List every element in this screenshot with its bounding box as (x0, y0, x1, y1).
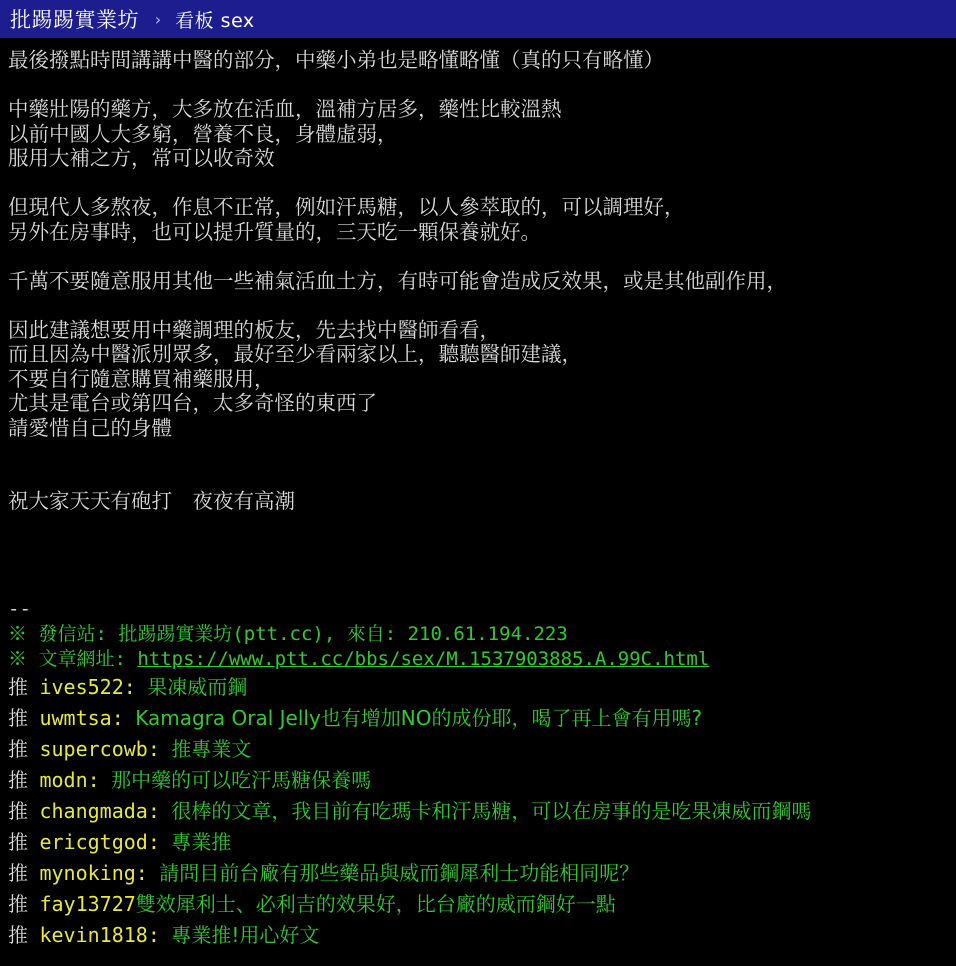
comment-message: 推專業文 (171, 737, 252, 761)
comment-message: 專業推!用心好文 (171, 923, 320, 947)
breadcrumb-separator-icon: › (153, 9, 164, 29)
comment-row[interactable] (8, 889, 948, 920)
comment-username[interactable]: modn (39, 768, 88, 792)
comment-username[interactable]: mynoking (39, 861, 136, 885)
article-url-link[interactable]: https://www.ptt.cc/bbs/sex/M.1537903885.A.99C.html (137, 648, 710, 670)
comment-row[interactable] (8, 858, 948, 889)
article-line: 最後撥點時間講講中醫的部分，中藥小弟也是略懂略懂（真的只有略懂） (8, 48, 664, 72)
comment-message: 果凍威而鋼 (147, 675, 248, 699)
comment-tag: 推 (8, 768, 28, 792)
comment-row[interactable] (8, 827, 948, 858)
comment-username[interactable]: kevin1818 (39, 923, 148, 947)
article-line: 千萬不要隨意服用其他一些補氣活血土方，有時可能會造成反效果，或是其他副作用， (8, 268, 787, 293)
article-line: 但現代人多熬夜，作息不正常，例如汗馬糖，以人參萃取的，可以調理好， (8, 195, 685, 219)
spacer (8, 465, 948, 490)
comment-row[interactable] (8, 920, 948, 951)
article-line: 服用大補之方，常可以收奇效 (8, 146, 275, 170)
spacer (8, 587, 948, 597)
comment-tag: 推 (8, 675, 28, 699)
comment-colon: : (147, 830, 160, 854)
comment-username[interactable]: ives522 (39, 675, 124, 699)
article-line: 祝大家天天有砲打 夜夜有高潮 (8, 489, 295, 513)
comment-row[interactable] (8, 672, 948, 703)
spacer (8, 293, 948, 318)
article-line: 而且因為中醫派別眾多，最好至少看兩家以上，聽聽醫師建議， (8, 342, 582, 366)
comment-message: 專業推 (171, 830, 232, 854)
article-line: 不要自行隨意購買補藥服用， (8, 366, 275, 391)
comment-tag: 推 (8, 923, 28, 947)
spacer (8, 563, 948, 588)
spacer (8, 440, 948, 465)
signature-from-label: 發信站: (27, 623, 119, 645)
article-line: 以前中國人大多窮，營養不良，身體虛弱， (8, 121, 398, 146)
comment-colon: : (147, 923, 160, 947)
comment-colon: : (147, 799, 160, 823)
article-line: 中藥壯陽的藥方，大多放在活血，溫補方居多，藥性比較溫熱 (8, 97, 562, 121)
comment-row[interactable] (8, 765, 948, 796)
comment-colon: : (111, 706, 124, 730)
terminal-body (0, 38, 956, 951)
breadcrumb: 看板 sex (175, 9, 255, 32)
signature-marker-icon: ※ (8, 648, 28, 670)
article-line: 尤其是電台或第四台，太多奇怪的東西了 (8, 391, 377, 415)
article-line: 另外在房事時，也可以提升質量的，三天吃一顆保養就好。 (8, 219, 541, 244)
signature-url-line (8, 647, 948, 672)
signature-marker-icon: ※ (8, 623, 28, 645)
signature-url-label: 文章網址: (27, 648, 138, 670)
article-line: 因此建議想要用中藥調理的板友，先去找中醫師看看， (8, 317, 500, 342)
comment-tag: 推 (8, 706, 28, 730)
comment-colon: : (87, 768, 100, 792)
comment-tag: 推 (8, 861, 28, 885)
comment-row[interactable] (8, 734, 948, 765)
comment-colon: : (147, 737, 160, 761)
titlebar (0, 0, 956, 38)
signature-from-line (8, 622, 948, 647)
comment-username[interactable]: uwmtsa (39, 706, 112, 730)
comment-message: 雙效犀利士、必利吉的效果好，比台廠的威而鋼好一點 (135, 892, 616, 916)
signature-from-value: 批踢踢實業坊(ptt.cc), 來自: 210.61.194.223 (118, 623, 568, 645)
article-line: 請愛惜自己的身體 (8, 415, 172, 440)
comment-colon: : (123, 675, 136, 699)
spacer (8, 171, 948, 196)
comment-tag: 推 (8, 799, 28, 823)
comment-message: Kamagra Oral Jelly也有增加NO的成份耶，喝了再上會有用嗎? (135, 706, 703, 730)
signature-dashes: -- (8, 598, 31, 620)
board-title: 批踢踢實業坊 (10, 8, 139, 32)
comment-tag: 推 (8, 830, 28, 854)
spacer (8, 538, 948, 563)
comment-username[interactable]: ericgtgod (39, 830, 148, 854)
comment-row[interactable] (8, 703, 948, 734)
comment-message: 請問目前台廠有那些藥品與威而鋼犀利士功能相同呢？ (159, 861, 640, 885)
comment-message: 那中藥的可以吃汗馬糖保養嗎 (111, 768, 372, 792)
comment-row[interactable] (8, 796, 948, 827)
comment-tag: 推 (8, 737, 28, 761)
spacer (8, 514, 948, 539)
comment-message: 很棒的文章，我目前有吃瑪卡和汗馬糖，可以在房事的是吃果凍威而鋼嗎 (171, 799, 812, 823)
comment-username[interactable]: supercowb (39, 737, 148, 761)
spacer (8, 244, 948, 269)
comment-username[interactable]: changmada (39, 799, 148, 823)
spacer (8, 73, 948, 98)
comment-username[interactable]: fay13727 (39, 892, 136, 916)
comment-colon: : (135, 861, 148, 885)
comment-tag: 推 (8, 892, 28, 916)
